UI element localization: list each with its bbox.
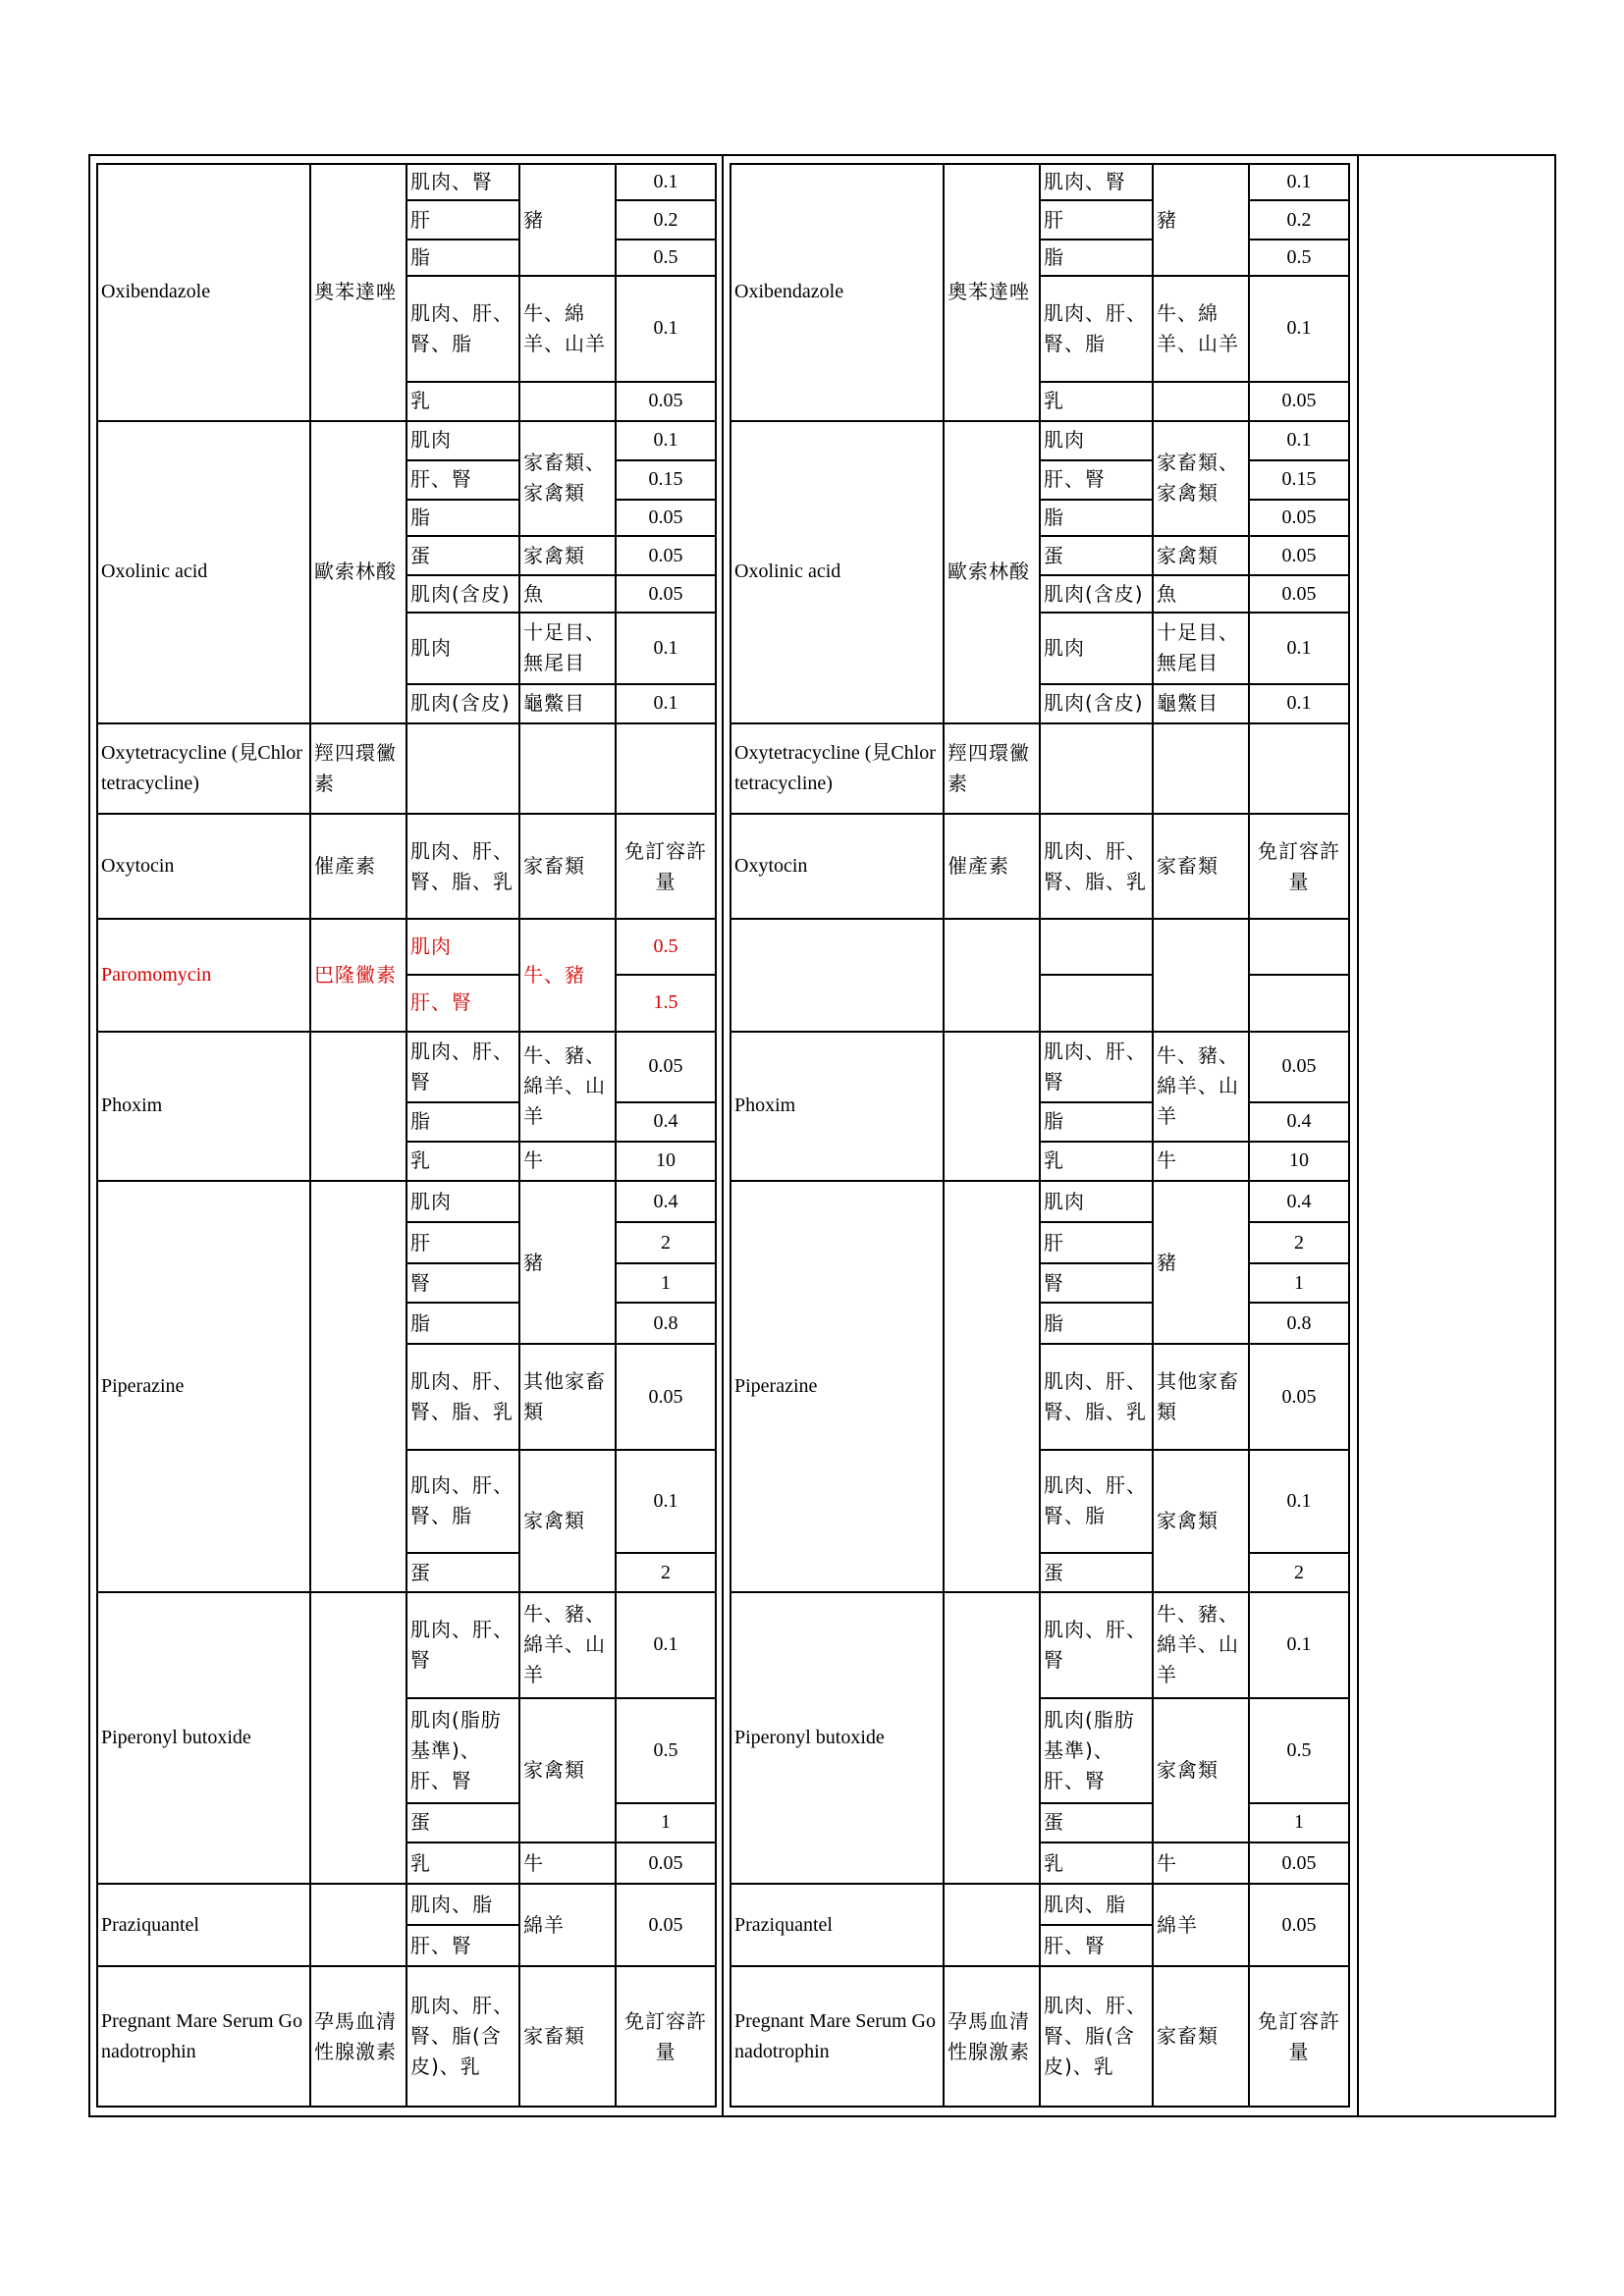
species-cell: 綿羊 [1153, 1884, 1249, 1966]
mrl-value: 0.1 [1249, 276, 1349, 381]
mrl-value: 0.05 [616, 1884, 716, 1966]
mrl-value-empty [1249, 919, 1349, 975]
tissue-cell: 蛋 [1040, 1553, 1153, 1592]
table-row [731, 164, 1349, 200]
drug-chinese-name: 羥四環黴素 [944, 723, 1040, 814]
mrl-value: 1 [1249, 1263, 1349, 1303]
drug-chinese-name-empty [944, 1884, 1040, 1966]
tissue-cell: 脂 [1040, 1102, 1153, 1142]
species-cell: 家禽類 [1153, 536, 1249, 575]
tissue-cell: 肌肉、肝、腎 [1040, 1592, 1153, 1697]
tissue-cell: 肝、腎 [1040, 1925, 1153, 1966]
drug-name: Piperazine [731, 1181, 944, 1592]
mrl-value: 0.1 [1249, 684, 1349, 723]
species-cell-empty [1153, 382, 1249, 421]
mrl-value-empty [616, 723, 716, 814]
species-cell: 家禽類 [519, 1450, 616, 1592]
mrl-value: 0.1 [1249, 1592, 1349, 1697]
tissue-cell: 肌肉(脂肪基準)、肝、腎 [406, 1698, 519, 1803]
mrl-value: 0.05 [1249, 1884, 1349, 1966]
mrl-value: 0.5 [616, 240, 716, 276]
species-cell: 家禽類 [519, 536, 616, 575]
drug-name: Praziquantel [731, 1884, 944, 1966]
tissue-cell: 肌肉、肝、腎、脂 [1040, 1450, 1153, 1553]
drug-name: Piperazine [97, 1181, 310, 1592]
tissue-cell: 肌肉、脂 [406, 1884, 519, 1925]
mrl-value: 0.05 [616, 1032, 716, 1102]
drug-chinese-name-empty [310, 1181, 406, 1592]
mrl-value: 0.05 [616, 500, 716, 536]
table-row [97, 1884, 716, 1925]
tissue-cell: 肌肉(含皮) [406, 684, 519, 723]
mrl-value: 0.1 [616, 421, 716, 460]
tissue-cell: 乳 [1040, 1842, 1153, 1884]
table-row [731, 1966, 1349, 2107]
tissue-cell: 肌肉(脂肪基準)、肝、腎 [1040, 1698, 1153, 1803]
species-cell: 豬 [519, 164, 616, 276]
species-cell-empty [519, 723, 616, 814]
mrl-value: 0.15 [1249, 460, 1349, 500]
drug-chinese-name-empty [310, 1032, 406, 1181]
tissue-cell: 乳 [406, 1842, 519, 1884]
drug-name: Oxolinic acid [97, 421, 310, 723]
tissue-cell: 肌肉、肝、腎、脂、乳 [406, 814, 519, 919]
species-cell: 豬 [1153, 1181, 1249, 1344]
drug-chinese-name: 催產素 [310, 814, 406, 919]
species-cell: 家畜類、家禽類 [519, 421, 616, 536]
species-cell: 魚 [519, 575, 616, 613]
mrl-value: 0.05 [1249, 1344, 1349, 1449]
mrl-value: 0.4 [1249, 1181, 1349, 1222]
tissue-cell: 肝 [406, 200, 519, 240]
drug-chinese-name-empty [944, 1592, 1040, 1884]
mrl-value: 0.1 [616, 1592, 716, 1697]
tissue-cell: 脂 [406, 240, 519, 276]
species-cell: 牛、豬、綿羊、山羊 [1153, 1592, 1249, 1697]
table-row [731, 1181, 1349, 1222]
mrl-value: 免訂容許量 [616, 814, 716, 919]
species-cell: 龜鱉目 [519, 684, 616, 723]
mrl-value: 0.1 [1249, 1450, 1349, 1553]
drug-name: Oxytetracycline (見Chlortetracycline) [731, 723, 944, 814]
species-cell: 牛、豬、綿羊、山羊 [519, 1592, 616, 1697]
mrl-value: 2 [1249, 1222, 1349, 1263]
table-row [731, 421, 1349, 460]
table-row [97, 1181, 716, 1222]
mrl-value: 0.05 [616, 1344, 716, 1449]
tissue-cell: 肌肉、肝、腎、脂、乳 [406, 1344, 519, 1449]
tissue-cell: 肌肉 [406, 613, 519, 683]
mrl-value: 0.05 [616, 1842, 716, 1884]
tissue-cell: 肝、腎 [406, 1925, 519, 1966]
drug-chinese-name: 催產素 [944, 814, 1040, 919]
tissue-cell: 肌肉、腎 [406, 164, 519, 200]
table-row [97, 1966, 716, 2107]
mrl-value: 2 [616, 1222, 716, 1263]
tissue-cell: 肌肉、腎 [1040, 164, 1153, 200]
drug-chinese-name-empty [944, 1181, 1040, 1592]
amended-residue-table [96, 163, 717, 2108]
mrl-value: 0.4 [616, 1102, 716, 1142]
mrl-value-empty [1249, 723, 1349, 814]
species-cell: 牛 [1153, 1842, 1249, 1884]
mrl-value: 0.05 [1249, 382, 1349, 421]
drug-chinese-name-empty [944, 1032, 1040, 1181]
original-table-panel [730, 163, 1348, 2108]
tissue-cell: 脂 [1040, 240, 1153, 276]
tissue-cell: 肌肉、脂 [1040, 1884, 1153, 1925]
mrl-value: 2 [1249, 1553, 1349, 1592]
species-cell: 家禽類 [1153, 1698, 1249, 1842]
original-residue-table [730, 163, 1350, 2108]
mrl-value: 0.5 [1249, 1698, 1349, 1803]
mrl-value: 1 [1249, 1803, 1349, 1842]
mrl-value: 0.1 [1249, 421, 1349, 460]
table-row [97, 814, 716, 919]
tissue-cell-empty [406, 723, 519, 814]
tissue-cell: 腎 [1040, 1263, 1153, 1303]
tissue-cell: 肌肉、肝、腎 [1040, 1032, 1153, 1102]
column-divider-1 [722, 154, 724, 2117]
drug-chinese-name-empty [944, 919, 1040, 1031]
species-cell: 豬 [1153, 164, 1249, 276]
mrl-value: 0.05 [1249, 575, 1349, 613]
mrl-value: 2 [616, 1553, 716, 1592]
drug-name: Oxytetracycline (見Chlortetracycline) [97, 723, 310, 814]
species-cell: 綿羊 [519, 1884, 616, 1966]
tissue-cell: 肌肉 [406, 421, 519, 460]
species-cell: 家畜類、家禽類 [1153, 421, 1249, 536]
drug-chinese-name-empty [310, 1884, 406, 1966]
mrl-value: 0.4 [616, 1181, 716, 1222]
mrl-value: 0.05 [1249, 1032, 1349, 1102]
mrl-value: 0.8 [1249, 1303, 1349, 1344]
mrl-value: 0.1 [616, 613, 716, 683]
mrl-value: 0.1 [1249, 164, 1349, 200]
mrl-value: 0.1 [1249, 613, 1349, 683]
drug-name: Oxibendazole [731, 164, 944, 421]
drug-name: Oxibendazole [97, 164, 310, 421]
tissue-cell: 肌肉、肝、腎、脂 [406, 1450, 519, 1553]
drug-name: Praziquantel [97, 1884, 310, 1966]
tissue-cell: 肌肉(含皮) [406, 575, 519, 613]
amended-table-panel [96, 163, 715, 2108]
mrl-value: 0.5 [1249, 240, 1349, 276]
mrl-value: 0.05 [616, 382, 716, 421]
table-row [731, 1032, 1349, 1102]
mrl-value: 1 [616, 1263, 716, 1303]
tissue-cell: 肌肉、肝、腎、脂、乳 [1040, 814, 1153, 919]
tissue-cell: 肌肉 [406, 1181, 519, 1222]
drug-name: Piperonyl butoxide [97, 1592, 310, 1884]
species-cell: 龜鱉目 [1153, 684, 1249, 723]
tissue-cell: 肌肉、肝、腎、脂、乳 [1040, 1344, 1153, 1449]
tissue-cell: 肌肉、肝、腎 [406, 1032, 519, 1102]
drug-name: Phoxim [731, 1032, 944, 1181]
tissue-cell: 乳 [1040, 1142, 1153, 1181]
table-row [97, 723, 716, 814]
mrl-value: 10 [1249, 1142, 1349, 1181]
mrl-value: 1 [616, 1803, 716, 1842]
species-cell: 魚 [1153, 575, 1249, 613]
species-cell-empty [1153, 723, 1249, 814]
species-cell: 豬 [519, 1181, 616, 1344]
tissue-cell: 蛋 [406, 1803, 519, 1842]
species-cell: 家畜類 [1153, 814, 1249, 919]
drug-chinese-name: 奧苯達唑 [310, 164, 406, 421]
tissue-cell: 蛋 [1040, 536, 1153, 575]
tissue-cell: 肌肉 [1040, 421, 1153, 460]
tissue-cell: 蛋 [406, 1553, 519, 1592]
tissue-cell: 脂 [406, 1102, 519, 1142]
species-cell-empty [1153, 919, 1249, 1031]
tissue-cell: 肝、腎 [406, 460, 519, 500]
drug-chinese-name-empty [310, 1592, 406, 1884]
tissue-cell: 肌肉 [1040, 613, 1153, 683]
mrl-value: 0.1 [616, 684, 716, 723]
species-cell: 家畜類 [1153, 1966, 1249, 2107]
drug-name: Oxytocin [731, 814, 944, 919]
species-cell: 牛 [519, 1842, 616, 1884]
mrl-value: 0.4 [1249, 1102, 1349, 1142]
tissue-cell: 蛋 [1040, 1803, 1153, 1842]
species-cell: 牛、豬、綿羊、山羊 [1153, 1032, 1249, 1142]
drug-chinese-name: 孕馬血清性腺激素 [310, 1966, 406, 2107]
mrl-value: 0.1 [616, 1450, 716, 1553]
table-row [731, 814, 1349, 919]
tissue-cell: 肝 [406, 1222, 519, 1263]
table-row-new [97, 919, 716, 975]
tissue-cell: 脂 [1040, 500, 1153, 536]
mrl-value: 1.5 [616, 975, 716, 1031]
mrl-value: 0.5 [616, 1698, 716, 1803]
tissue-cell: 乳 [1040, 382, 1153, 421]
tissue-cell: 肌肉、肝、腎、脂 [1040, 276, 1153, 381]
species-cell: 其他家畜類 [1153, 1344, 1249, 1449]
tissue-cell-empty [1040, 919, 1153, 975]
species-cell: 牛、豬 [519, 919, 616, 1031]
tissue-cell: 乳 [406, 1142, 519, 1181]
drug-chinese-name: 歐索林酸 [944, 421, 1040, 723]
mrl-value: 免訂容許量 [1249, 1966, 1349, 2107]
mrl-value: 0.2 [616, 200, 716, 240]
species-cell: 牛、綿羊、山羊 [519, 276, 616, 381]
drug-name: Pregnant Mare Serum Gonadotrophin [97, 1966, 310, 2107]
mrl-value: 0.8 [616, 1303, 716, 1344]
species-cell: 其他家畜類 [519, 1344, 616, 1449]
mrl-value: 0.05 [1249, 536, 1349, 575]
table-row [731, 1592, 1349, 1697]
drug-chinese-name: 巴隆黴素 [310, 919, 406, 1031]
species-cell: 家禽類 [1153, 1450, 1249, 1592]
tissue-cell: 肌肉、肝、腎、脂(含皮)、乳 [1040, 1966, 1153, 2107]
table-row [97, 421, 716, 460]
drug-chinese-name: 奧苯達唑 [944, 164, 1040, 421]
tissue-cell: 肌肉 [1040, 1181, 1153, 1222]
remarks-column [1359, 156, 1554, 2115]
mrl-value: 0.15 [616, 460, 716, 500]
table-row [97, 164, 716, 200]
species-cell: 十足目、無尾目 [1153, 613, 1249, 683]
drug-name: Pregnant Mare Serum Gonadotrophin [731, 1966, 944, 2107]
table-row-empty [731, 919, 1349, 975]
species-cell: 牛、豬、綿羊、山羊 [519, 1032, 616, 1142]
mrl-value: 0.5 [616, 919, 716, 975]
tissue-cell-empty [1040, 975, 1153, 1031]
tissue-cell: 肌肉(含皮) [1040, 684, 1153, 723]
mrl-value: 0.05 [616, 575, 716, 613]
tissue-cell: 脂 [406, 1303, 519, 1344]
mrl-value: 免訂容許量 [616, 1966, 716, 2107]
tissue-cell: 肝、腎 [1040, 460, 1153, 500]
tissue-cell: 肌肉 [406, 919, 519, 975]
species-cell: 牛 [1153, 1142, 1249, 1181]
drug-chinese-name: 歐索林酸 [310, 421, 406, 723]
tissue-cell: 肌肉、肝、腎、脂(含皮)、乳 [406, 1966, 519, 2107]
species-cell: 十足目、無尾目 [519, 613, 616, 683]
mrl-value: 免訂容許量 [1249, 814, 1349, 919]
species-cell: 家禽類 [519, 1698, 616, 1842]
tissue-cell: 肝 [1040, 1222, 1153, 1263]
drug-name: Phoxim [97, 1032, 310, 1181]
species-cell: 牛、綿羊、山羊 [1153, 276, 1249, 381]
tissue-cell-empty [1040, 723, 1153, 814]
tissue-cell: 肌肉(含皮) [1040, 575, 1153, 613]
species-cell: 牛 [519, 1142, 616, 1181]
table-row [731, 1884, 1349, 1925]
tissue-cell: 脂 [406, 500, 519, 536]
tissue-cell: 肝、腎 [406, 975, 519, 1031]
drug-name: Oxytocin [97, 814, 310, 919]
mrl-value: 0.05 [1249, 500, 1349, 536]
drug-name: Piperonyl butoxide [731, 1592, 944, 1884]
table-row [97, 1032, 716, 1102]
tissue-cell: 乳 [406, 382, 519, 421]
drug-name: Oxolinic acid [731, 421, 944, 723]
species-cell: 家畜類 [519, 814, 616, 919]
tissue-cell: 肝 [1040, 200, 1153, 240]
mrl-value: 0.2 [1249, 200, 1349, 240]
drug-chinese-name: 孕馬血清性腺激素 [944, 1966, 1040, 2107]
mrl-value: 0.05 [616, 536, 716, 575]
tissue-cell: 肌肉、肝、腎 [406, 1592, 519, 1697]
tissue-cell: 腎 [406, 1263, 519, 1303]
tissue-cell: 肌肉、肝、腎、脂 [406, 276, 519, 381]
tissue-cell: 脂 [1040, 1303, 1153, 1344]
mrl-value: 0.1 [616, 164, 716, 200]
mrl-value: 10 [616, 1142, 716, 1181]
tissue-cell: 蛋 [406, 536, 519, 575]
drug-name: Paromomycin [97, 919, 310, 1031]
species-cell: 家畜類 [519, 1966, 616, 2107]
species-cell-empty [519, 382, 616, 421]
mrl-value: 0.1 [616, 276, 716, 381]
drug-name-empty [731, 919, 944, 1031]
drug-chinese-name: 羥四環黴素 [310, 723, 406, 814]
table-row [97, 1592, 716, 1697]
mrl-value: 0.05 [1249, 1842, 1349, 1884]
table-row [731, 723, 1349, 814]
mrl-value-empty [1249, 975, 1349, 1031]
